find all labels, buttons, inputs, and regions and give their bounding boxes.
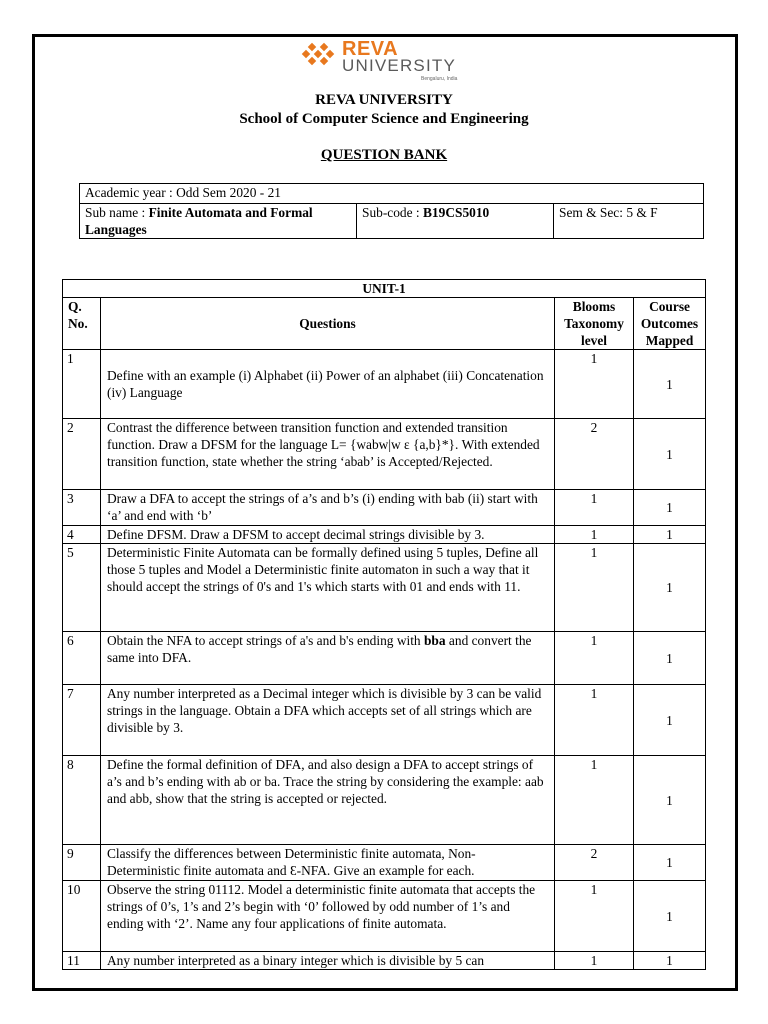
- table-row: [63, 490, 706, 526]
- table-row: [63, 544, 706, 632]
- question-table: [62, 279, 706, 970]
- question-number: 1: [63, 350, 101, 419]
- course-outcome: 1: [634, 952, 706, 970]
- question-text: Any number interpreted as a Decimal integer which is divisible by 3 can be valid strings in the language. Obtain a DFA which accepts set of all strings which are divisible by 3.: [101, 685, 555, 756]
- logo-location: Bengaluru, India: [421, 76, 458, 82]
- document-title: QUESTION BANK: [320, 147, 448, 163]
- course-outcome: 1: [634, 526, 706, 544]
- table-row: [63, 419, 706, 490]
- academic-year: Academic year : Odd Sem 2020 - 21: [80, 184, 704, 204]
- table-row: [63, 952, 706, 970]
- course-outcome: 1: [634, 350, 706, 419]
- question-number: 3: [63, 490, 101, 526]
- logo-wordmark: REVA: [342, 38, 399, 60]
- logo-subtitle: UNIVERSITY: [342, 56, 457, 75]
- blooms-level: 1: [555, 952, 634, 970]
- blooms-level: 2: [555, 845, 634, 881]
- question-text-emphasis: bba: [423, 633, 446, 648]
- question-text: Define with an example (i) Alphabet (ii) Power of an alphabet (iii) Concatenation (iv) Language: [107, 368, 544, 400]
- question-number: 5: [63, 544, 101, 632]
- subject-name-value: Finite Automata and Formal Languages: [85, 205, 313, 237]
- question-number: 6: [63, 632, 101, 685]
- question-text: Draw a DFA to accept the strings of a’s and b’s (i) ending with bab (ii) start with ‘a’ and end with ‘b’: [101, 490, 555, 526]
- header-questions: Questions: [101, 298, 555, 350]
- blooms-level: 1: [555, 881, 634, 952]
- table-row: [63, 756, 706, 845]
- blooms-level: 1: [555, 756, 634, 845]
- blooms-level: 1: [555, 526, 634, 544]
- course-outcome: 1: [634, 845, 706, 881]
- header-course-outcomes: Course Outcomes Mapped: [634, 298, 706, 350]
- subject-name-label: Sub name :: [85, 205, 149, 220]
- question-text-cell: [101, 350, 555, 419]
- table-row: [63, 845, 706, 881]
- question-number: 10: [63, 881, 101, 952]
- header-qno: Q. No.: [63, 298, 101, 350]
- question-text: Define DFSM. Draw a DFSM to accept decimal strings divisible by 3.: [101, 526, 555, 544]
- school-name: School of Computer Science and Engineering: [239, 111, 529, 127]
- course-info-table: [79, 183, 704, 239]
- question-number: 7: [63, 685, 101, 756]
- table-row: [63, 526, 706, 544]
- blooms-level: 2: [555, 419, 634, 490]
- question-number: 8: [63, 756, 101, 845]
- question-text: Classify the differences between Deterministic finite automata, Non-Deterministic finite automata and Ɛ-NFA. Give an example for each.: [101, 845, 555, 881]
- blooms-level: 1: [555, 632, 634, 685]
- question-number: 2: [63, 419, 101, 490]
- course-outcome: 1: [634, 490, 706, 526]
- course-outcome: 1: [634, 685, 706, 756]
- semester-section: Sem & Sec: 5 & F: [554, 204, 704, 239]
- question-number: 9: [63, 845, 101, 881]
- question-text-cell: [101, 632, 555, 685]
- subject-code-label: Sub-code :: [362, 205, 423, 220]
- blooms-level: 1: [555, 685, 634, 756]
- reva-logo-icon: [300, 42, 336, 66]
- subject-code-value: B19CS5010: [423, 205, 490, 220]
- course-outcome: 1: [634, 544, 706, 632]
- subject-code-cell: [357, 204, 554, 239]
- table-row: [63, 685, 706, 756]
- table-row: [63, 881, 706, 952]
- table-row: [63, 632, 706, 685]
- table-row: [63, 350, 706, 419]
- course-outcome: 1: [634, 881, 706, 952]
- course-outcome: 1: [634, 419, 706, 490]
- question-text: Observe the string 01112. Model a deterministic finite automata that accepts the strings of 0’s, 1’s and 2’s begin with ‘0’ followed by odd number of 1’s and ending with ‘2’. Name any four applications of finite automata.: [101, 881, 555, 952]
- university-logo: [300, 38, 470, 82]
- course-outcome: 1: [634, 632, 706, 685]
- university-title: REVA UNIVERSITY: [315, 92, 453, 108]
- question-text: Contrast the difference between transition function and extended transition function. Draw a DFSM for the language L= {wabw|w ε {a,b}*}. With extended transition function, state whether the string ‘abab’ is Accepted/Rejected.: [101, 419, 555, 490]
- question-text: Deterministic Finite Automata can be formally defined using 5 tuples, Define all those 5 tuples and Model a Deterministic finite automaton in such a way that it should accept the strings of 0's and 1's which starts with 01 and ends with 11.: [101, 544, 555, 632]
- header-blooms: Blooms Taxonomy level: [555, 298, 634, 350]
- unit-title: UNIT-1: [63, 280, 706, 298]
- question-text: Any number interpreted as a binary integer which is divisible by 5 can: [101, 952, 555, 970]
- question-text-part: and convert the same into DFA.: [107, 633, 532, 665]
- course-outcome: 1: [634, 756, 706, 845]
- question-number: 4: [63, 526, 101, 544]
- question-number: 11: [63, 952, 101, 970]
- blooms-level: 1: [555, 490, 634, 526]
- blooms-level: 1: [555, 350, 634, 419]
- blooms-level: 1: [555, 544, 634, 632]
- question-text-part: Obtain the NFA to accept strings of a's and b's ending with: [107, 633, 424, 648]
- subject-name-cell: [80, 204, 357, 239]
- question-text: Define the formal definition of DFA, and also design a DFA to accept strings of a’s and b’s ending with ab or ba. Trace the string by considering the example: aab and abb, show that the string is accepted or rejected.: [101, 756, 555, 845]
